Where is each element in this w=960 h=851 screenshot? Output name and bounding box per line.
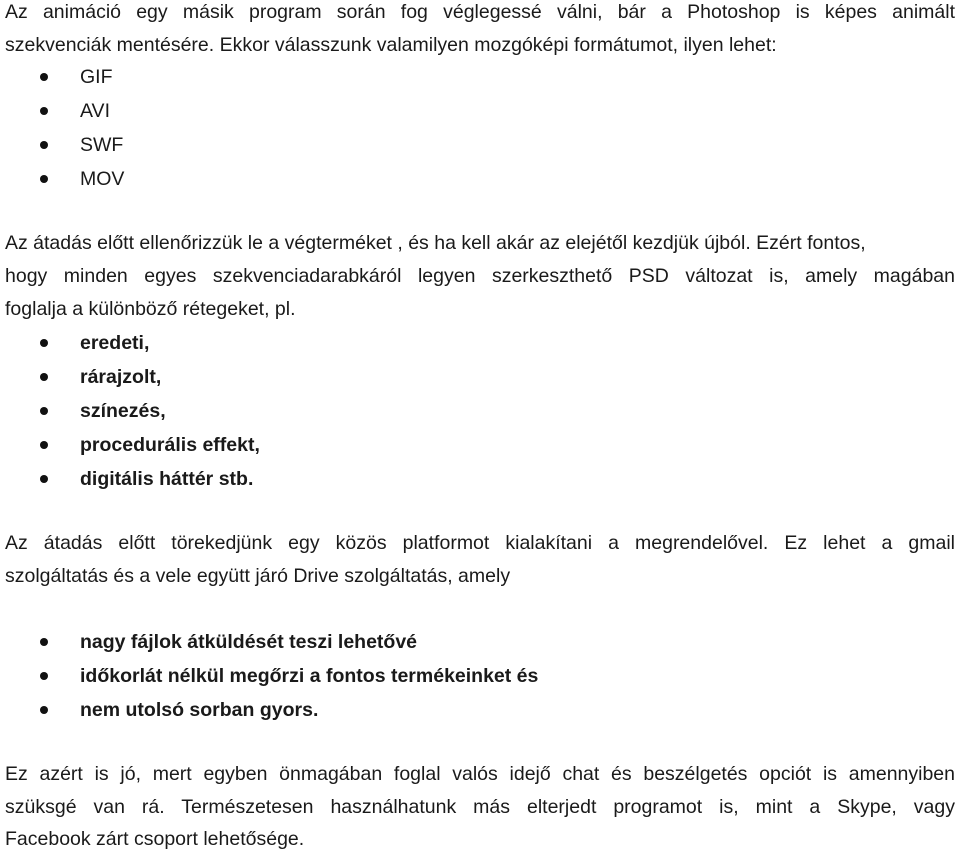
para2-line-1: Az átadás előtt ellenőrizzük le a végterméket , és ha kell akár az elejétől kezdjük újból. Ezért fontos, [5,232,866,254]
bullet-icon [40,672,48,680]
layer-item: színezés, [80,400,166,422]
bullet-icon [40,107,48,115]
bullet-icon [40,475,48,483]
para3-line-1: Az átadás előtt törekedjünk egy közös platformot kialakítani a megrendelővel. Ez lehet a gmail [5,532,955,554]
layer-item: rárajzolt, [80,366,162,388]
feature-item: időkorlát nélkül megőrzi a fontos termékeinket és [80,665,539,687]
layer-item: digitális háttér stb. [80,468,254,490]
bullet-icon [40,407,48,415]
intro-line-1: Az animáció egy másik program során fog véglegessé válni, bár a Photoshop is képes animált [5,1,955,23]
format-item: SWF [80,134,124,156]
layer-item: procedurális effekt, [80,434,260,456]
bullet-icon [40,706,48,714]
format-item: GIF [80,66,113,88]
para2-line-3: foglalja a különböző rétegeket, pl. [5,298,296,320]
format-item: AVI [80,100,110,122]
bullet-icon [40,373,48,381]
layer-item: eredeti, [80,332,150,354]
para4-line-1: Ez azért is jó, mert egyben önmagában foglal valós idejő chat és beszélgetés opciót is amennyiben [5,763,955,785]
para4-line-3: Facebook zárt csoport lehetősége. [5,828,305,850]
bullet-icon [40,73,48,81]
bullet-icon [40,141,48,149]
feature-item: nagy fájlok átküldését teszi lehetővé [80,631,418,653]
format-item: MOV [80,168,125,190]
para3-line-2: szolgáltatás és a vele együtt járó Drive szolgáltatás, amely [5,565,511,587]
intro-line-2: szekvenciák mentésére. Ekkor válasszunk valamilyen mozgóképi formátumot, ilyen lehet: [5,34,777,56]
bullet-icon [40,339,48,347]
para4-line-2: szüksgé van rá. Természetesen használhatunk más elterjedt programot is, mint a Skype, vagy [5,796,955,818]
bullet-icon [40,638,48,646]
para2-line-2: hogy minden egyes szekvenciadarabkáról legyen szerkeszthető PSD változat is, amely magában [5,265,955,287]
feature-item: nem utolsó sorban gyors. [80,699,319,721]
bullet-icon [40,175,48,183]
bullet-icon [40,441,48,449]
